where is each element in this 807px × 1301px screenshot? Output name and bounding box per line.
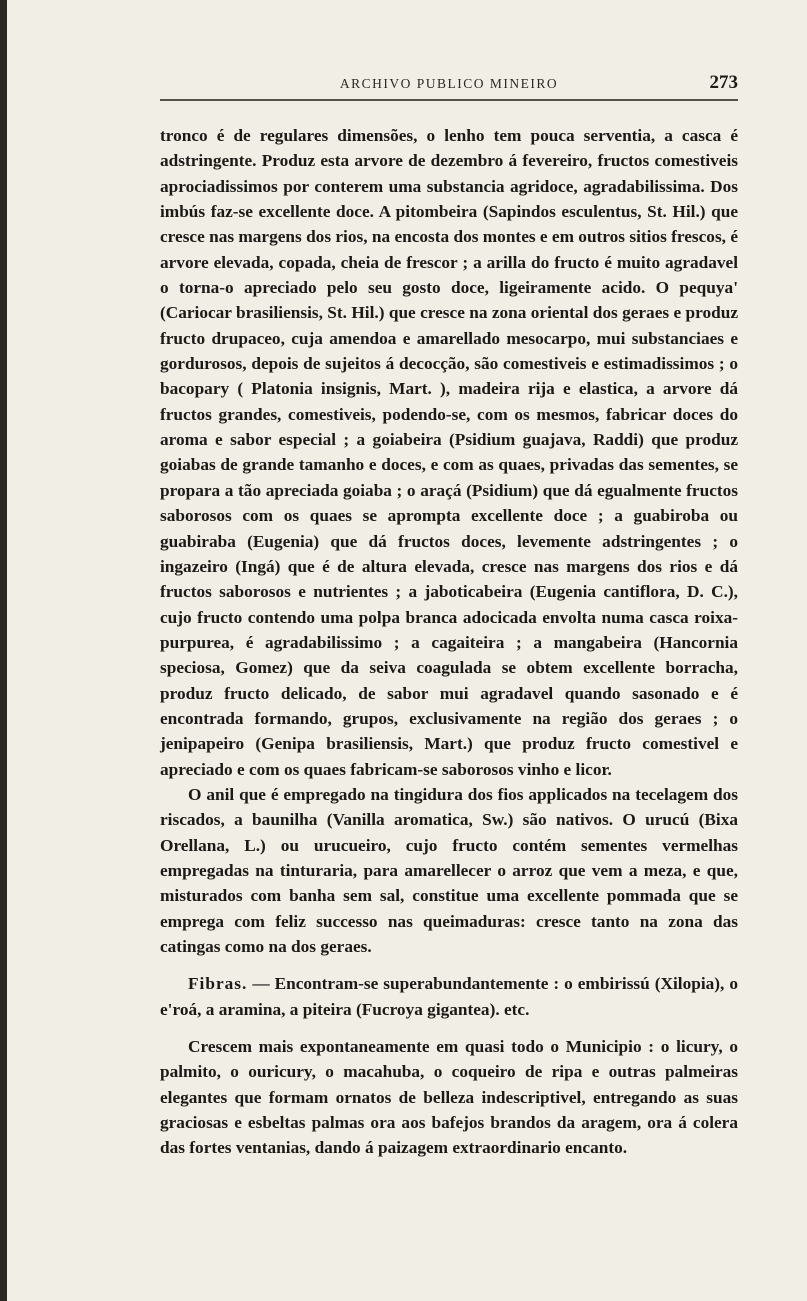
page-body [160,123,738,1161]
paragraph-dyes: O anil que é empregado na tingidura dos fios applicados na tecelagem dos riscados, a baunilha (Vanilla aromatica, Sw.) são nativos. O urucú (Bixa Orellana, L.) ou urucueiro, cujo fructo contém sementes vermelhas empregadas na tinturaria, para amarellecer o arroz que vem a meza, e que, misturados com banha sem sal, constitue uma excellente pommada que se emprega com feliz successo nas queimaduras: cresce tanto na zona das catingas como na dos geraes. [160,784,738,956]
paragraph-palms: Crescem mais expontaneamente em quasi todo o Municipio : o licury, o palmito, o ouricury, o macahuba, o coqueiro de ripa e outras palmeiras elegantes que formam ornatos de belleza indescriptivel, entregando as suas graciosas e esbeltas palmas ora aos bafejos brandos da aragem, ora á colera das fortes ventanias, dando á paizagem extraordinario encanto. [160,1037,738,1158]
header-rule [160,99,738,101]
page-number: 273 [709,72,738,93]
page-header [160,72,738,102]
section-heading-fibras: Fibras. [188,974,248,994]
running-title: ARCHIVO PUBLICO MINEIRO [339,76,559,91]
paragraph-fruits: tronco é de regulares dimensões, o lenho tem pouca serventia, a casca é adstringente. Produz esta arvore de dezembro á fevereiro, fructos comestiveis aprociadissimos por conterem uma substancia agridoce, agradabilissima. Dos imbús faz-se excellente doce. A pitombeira (Sapindos esculentus, St. Hil.) que cresce nas margens dos rios, na encosta dos montes e em outros sitios frescos, é arvore elevada, copada, cheia de frescor ; a arilla do fructo é muito agradavel o torna-o apreciado pelo seu gosto doce, ligeiramente acido. O pequya' (Cariocar brasiliensis, St. Hil.) que cresce na zona oriental dos geraes e produz fructo drupaceo, cuja amendoa e amarellado mesocarpo, mui substanciaes e gordurosos, depois de sujeitos á decocção, são comestiveis e estimadissimos ; o bacopary ( Platonia insignis, Mart. ), madeira rija e elastica, a arvore dá fructos grandes, comestiveis, podendo-se, com os mesmos, fabricar doces do aroma e sabor especial ; a goiabeira (Psidium guajava, Raddi) que produz goiabas de grande tamanho e doces, e com as quaes, privadas das sementes, se propara a tão apreciada goiaba ; o araçá (Psidium) que dá egualmente fructos saborosos com os quaes se aprompta excellente doce ; a guabiroba ou guabiraba (Eugenia) que dá fructos doces, levemente adstringentes ; o ingazeiro (Ingá) que é de altura elevada, cresce nas margens dos rios e dá fructos saborosos e nutrientes ; a jaboticabeira (Eugenia cantiflora, D. C.), cujo fructo contendo uma polpa branca adocicada envolta numa casca roixa-purpurea, é agradabilissimo ; a cagaiteira ; a mangabeira (Hancornia speciosa, Gomez) que da seiva coagulada se obtem excellente borracha, produz fructo delicado, de sabor mui agradavel quando sasonado e é encontrada formando, grupos, exclusivamente na região dos geraes ; o jenipapeiro (Genipa brasiliensis, Mart.) que produz fructo comestivel e apreciado e com os quaes fabricam-se saborosos vinho e licor. [160,126,738,779]
paragraph-fibres [160,971,738,1022]
book-binding-edge [0,0,7,1301]
paragraph-fibres-text: — Encontram-se superabundantemente : o embirissú (Xilopia), o e'roá, a aramina, a piteira (Fucroya gigantea). etc. [160,974,738,1019]
